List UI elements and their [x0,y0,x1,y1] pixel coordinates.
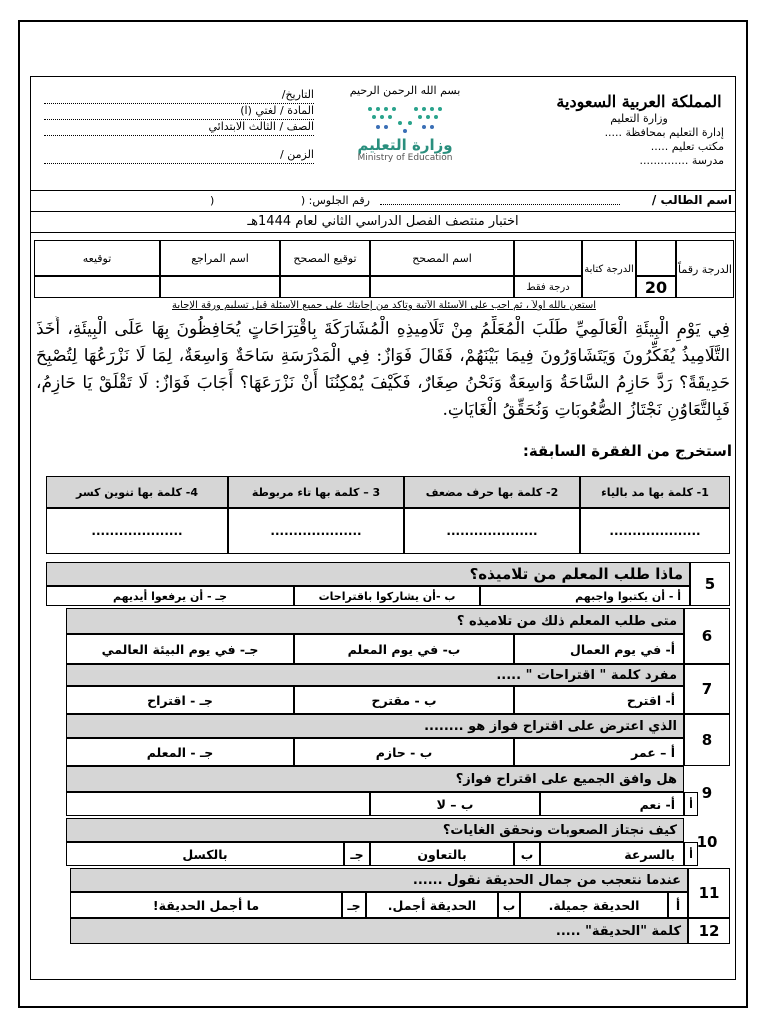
question-8-option-a-label: أ – عمر [631,744,675,760]
school-label: مدرسة .............. [639,154,724,167]
question-5-option-c-label: جـ - أن يرفعوا أيديهم [112,589,228,603]
question-8-option-a[interactable] [514,738,684,766]
question-7-text [66,664,684,686]
seat-number-close: ) [210,194,215,207]
question-10-letter-b-label: ب [520,846,534,862]
question-6-option-b[interactable] [294,634,514,664]
question-6-option-c[interactable] [66,634,294,664]
grade-digits-header [676,240,734,298]
question-6-text [66,608,684,634]
question-10-text-label: كيف نجتاز الصعوبات ونحقق الغايات؟ [442,822,677,838]
question-6-option-b-label: ب- في يوم المعلم [347,641,461,657]
student-row [30,190,736,212]
logo-arabic: وزارة التعليم [357,136,453,154]
kingdom-title: المملكة العربية السعودية [556,92,722,111]
student-name-field[interactable] [380,204,620,205]
extract-answer-1[interactable] [580,508,730,554]
question-7-number-label: 7 [701,680,713,698]
question-8-option-c[interactable] [66,738,294,766]
question-5-option-b[interactable] [294,586,480,606]
question-10-option-c-label: بالكسل [182,846,228,862]
extract-header-1 [580,476,730,508]
question-11-letter-b [498,892,520,918]
question-11-option-a[interactable] [520,892,668,918]
question-9-option-b-label: ب – لا [436,796,474,812]
question-6-number [684,608,730,664]
question-11-option-b[interactable] [366,892,498,918]
question-9-text-label: هل وافق الجميع على اقتراح فواز؟ [455,771,677,787]
logo-english: Ministry of Education [357,153,453,163]
question-6-text-label: متى طلب المعلم ذلك من تلاميذه ؟ [456,613,677,629]
question-10-option-b[interactable] [370,842,514,866]
corrector-name-field[interactable] [370,276,514,298]
grade-digits-top [636,240,676,276]
extract-header-3-label: 3 – كلمة بها تاء مربوطة [251,485,381,499]
question-8-number [684,714,730,766]
question-5-option-a[interactable] [480,586,690,606]
question-11-option-b-label: الحديقة أجمل. [387,897,477,913]
question-8-text [66,714,684,738]
question-7-option-b[interactable] [294,686,514,714]
grade-digits-label: الدرجة رقماً [678,262,732,276]
corrector-name-header [370,240,514,276]
admin-label: إدارة التعليم بمحافظة ..... [604,126,724,139]
question-6-option-c-label: جـ- في يوم البيئة العالمي [101,641,259,657]
question-5-number-label: 5 [704,575,716,593]
question-11-option-c-label: ما أجمل الحديقة! [152,897,260,913]
exam-title: اختبار منتصف الفصل الدراسي الثاني لعام 1444هـ [247,214,519,229]
question-9-option-b[interactable] [370,792,540,816]
question-12-number-label: 12 [698,922,720,940]
question-10-letter-c [344,842,370,866]
extract-answer-3-blank: .................... [270,524,362,538]
extract-header-2 [404,476,580,508]
grade-label: الصف / الثالث الابتدائي [44,120,314,136]
question-7-option-b-label: ب - مقترح [371,692,437,708]
question-9-number-label: 9 [701,784,713,802]
question-7-text-label: مفرد كلمة " اقتراحات " ..... [496,667,677,683]
reviewer-sign-header [34,240,160,276]
question-5-text [46,562,690,586]
question-5-number [690,562,730,606]
question-7-option-a-label: أ- اقترح [626,692,675,708]
grade-written-header [582,240,636,298]
reviewer-name-header [160,240,280,276]
question-10-letter-c-label: جـ [350,846,364,862]
extract-header-2-label: 2- كلمة بها حرف مضعف [425,485,559,499]
question-10-option-a[interactable] [540,842,684,866]
question-9-empty [66,792,370,816]
grade-only-label: درجة فقط [526,281,570,293]
corrector-sign-field[interactable] [280,276,370,298]
extract-answer-4[interactable] [46,508,228,554]
question-11-option-c[interactable] [70,892,342,918]
question-11-letter-b-label: ب [502,897,516,913]
ministry-label: وزارة التعليم [610,112,668,125]
question-7-number [684,664,730,714]
question-6-number-label: 6 [701,627,713,645]
extract-header-4-label: 4- كلمة بها تنوين كسر [76,485,198,499]
question-8-option-b[interactable] [294,738,514,766]
question-11-letter-a-label: أ [675,897,681,913]
question-8-number-label: 8 [701,731,713,749]
question-5-option-c[interactable] [46,586,294,606]
question-9-letter [684,792,698,816]
extract-header-1-label: 1- كلمة بها مد بالياء [601,485,709,499]
question-7-option-c[interactable] [66,686,294,714]
grade-written-field[interactable] [514,240,582,276]
subject-label: المادة / لغتي (ا) [44,104,314,120]
question-10-letter [684,842,698,866]
extract-answer-3[interactable] [228,508,404,554]
extract-answer-2[interactable] [404,508,580,554]
question-5-text-label: ماذا طلب المعلم من تلاميذه؟ [469,565,683,583]
question-11-number-label: 11 [698,884,720,902]
question-5-option-b-label: ب -أن يشاركوا باقتراحات [318,589,456,603]
extract-answer-1-blank: .................... [609,524,701,538]
question-11-letter-c [342,892,366,918]
question-11-letter-c-label: جـ [347,897,361,913]
basmala: بسم الله الرحمن الرحيم [349,84,461,97]
question-8-option-b-label: ب - حازم [375,744,433,760]
question-11-number [688,868,730,918]
extract-title: استخرج من الفقرة السابقة: [522,442,732,460]
reviewer-name-label: اسم المراجع [191,251,249,265]
logo-dots-icon [360,101,450,137]
office-label: مكتب تعليم ..... [650,140,724,153]
header-right [554,92,724,168]
total-score-value: 20 [644,277,668,297]
question-9-option-a-label: أ- نعم [639,796,675,812]
corrector-sign-header [280,240,370,276]
header-left [44,88,314,164]
reviewer-sign-field[interactable] [34,276,160,298]
student-name-label: اسم الطالب / [651,193,732,207]
corrector-name-label: اسم المصحح [412,251,472,265]
instruction: استعن بالله أولاً ، ثم أجب على الأسئلة الآتية وتأكد من إجابتك على جميع الأسئلة قبل تسليم ورقة الإجابة [172,300,596,311]
date-label: التاريخ/ [44,88,314,104]
question-11-letter-a [668,892,688,918]
reviewer-name-field[interactable] [160,276,280,298]
question-9-option-a[interactable] [540,792,684,816]
extract-header-3 [228,476,404,508]
question-7-option-c-label: جـ - اقتراح [147,692,213,708]
grade-written-label: الدرجة كتابة [584,263,634,275]
grade-only-cell [514,276,582,298]
question-9-letter-label: أ [689,797,693,811]
question-8-option-c-label: جـ - المعلم [146,744,214,760]
total-score [636,276,676,298]
question-7-option-a[interactable] [514,686,684,714]
question-5-option-a-label: أ - أن يكتبوا واجبهم [575,589,681,603]
reviewer-sign-label: توقيعه [82,251,112,265]
question-12-number [688,918,730,944]
corrector-sign-label: توقيع المصحح [293,251,357,265]
seat-number-label: رقم الجلوس: ( [300,194,370,207]
question-11-option-a-label: الحديقة جميلة. [548,897,640,913]
question-12-text [70,918,688,944]
extract-answer-4-blank: .................... [91,524,183,538]
extract-header-4 [46,476,228,508]
question-10-option-a-label: بالسرعة [624,846,675,862]
ministry-logo [330,84,480,184]
extract-answer-2-blank: .................... [446,524,538,538]
divider [30,232,736,233]
question-9-text [66,766,684,792]
question-10-option-b-label: بالتعاون [417,846,467,862]
time-label: الزمن / [44,148,314,164]
question-10-number-label: 10 [696,833,718,851]
question-6-option-a-label: أ- في يوم العمال [569,641,675,657]
question-10-letter-b [514,842,540,866]
question-8-text-label: الذي اعترض على اقتراح فواز هو ........ [424,718,677,734]
reading-passage: فِي يَوْمِ الْبِيئَةِ الْعَالَمِيِّ طَلَبَ الْمُعَلِّمُ مِنْ تَلَامِيذِهِ الْمُشَارَكَةَ بِاقْتِرَاحَاتٍ يُحَافِظُونَ بِهَا عَلَى الْبِيئَةِ، أَخَذَ التَّلَامِيذُ يُفَكِّرُونَ وَيَتَشَاوَرُونَ فِيمَا بَيْنَهُمْ، فَقَالَ فَوَازٌ: فِي الْمَدْرَسَةِ سَاحَةٌ وَاسِعَةٌ، لِمَا لَا نَزْرَعُهَا لِتُصْبِحَ حَدِيقَةً؟ رَدَّ حَازِمُ السَّاحَةُ وَاسِعَةٌ وَنَحْنُ صِغَارٌ، فَكَيْفَ يُمْكِنُنَا أَنْ نَزْرَعَهَا؟ أَجَابَ فَوَازٌ: لَا تَقْلَقْ يَا حَازِمُ، فَبِالتَّعَاوُنِ نَجْتَازُ الصُّعُوبَاتِ وَنُحَقِّقُ الْغَايَاتِ. [36,319,730,420]
question-11-text-label: عندما نتعجب من جمال الحديقة نقول ...... [412,872,681,888]
question-12-text-label: كلمة "الحديقة" ..... [555,923,681,939]
question-11-text [70,868,688,892]
question-10-letter-label: أ [689,847,693,861]
question-10-text [66,818,684,842]
question-6-option-a[interactable] [514,634,684,664]
question-10-option-c[interactable] [66,842,344,866]
